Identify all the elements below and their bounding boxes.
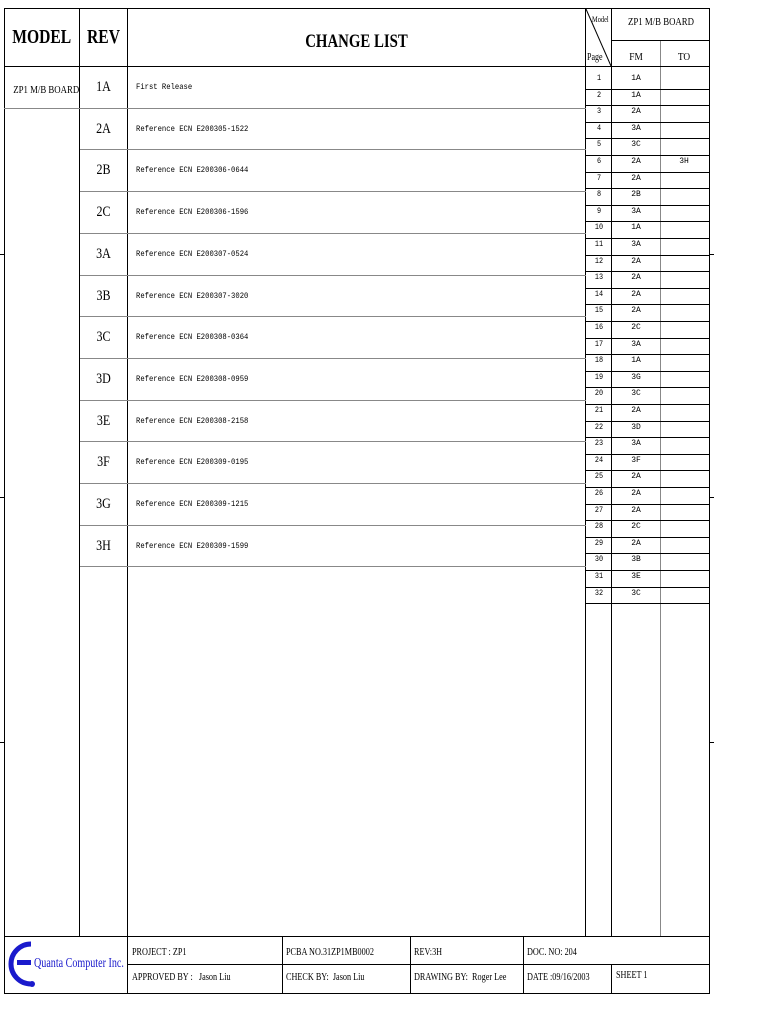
check-field [286, 972, 365, 983]
revision-row-line [80, 483, 586, 484]
page-number: 1 [596, 74, 602, 83]
page-row-line [586, 138, 710, 139]
page-number: 4 [596, 123, 602, 133]
col-divider-pages [585, 8, 586, 936]
from-revision: 2C [631, 323, 641, 332]
board-header-line [612, 40, 710, 41]
rev-field: REV:3H [414, 947, 443, 958]
model-value: ZP1 M/B BOARD [13, 84, 80, 96]
revision-code: 3A [96, 245, 111, 262]
from-revision: 1A [631, 356, 641, 366]
revision-description: Reference ECN E200309-1599 [136, 541, 249, 551]
page-row-line [586, 570, 710, 571]
page-row-line [586, 387, 710, 388]
check-label: CHECK BY: [286, 972, 329, 983]
model-corner-label: Model [592, 15, 609, 24]
page-row-line [586, 354, 710, 355]
from-revision: 2A [631, 489, 641, 498]
revision-code: 3D [96, 370, 111, 387]
check-name: Jason Liu [332, 972, 365, 983]
border-tick [710, 742, 714, 743]
from-revision: 2A [631, 256, 641, 266]
from-revision: 1A [631, 74, 641, 83]
page-row-line [586, 520, 710, 521]
revision-row-line [80, 233, 586, 234]
page-number: 14 [594, 289, 604, 299]
from-revision: 2A [631, 406, 641, 415]
page-number: 18 [594, 356, 604, 366]
footer-divider [611, 964, 612, 994]
page-number: 9 [596, 206, 602, 216]
page-number: 13 [594, 273, 604, 283]
page-number: 8 [596, 190, 602, 200]
from-revision: 3C [631, 389, 641, 399]
page-row-line [586, 271, 710, 272]
from-revision: 1A [631, 223, 641, 233]
page-number: 10 [594, 223, 604, 233]
page-number: 27 [594, 505, 604, 515]
revision-row-line [80, 191, 586, 192]
drawing-name: Roger Lee [472, 972, 507, 983]
drawing-label: DRAWING BY: [414, 972, 468, 983]
page-row-line [586, 437, 710, 438]
revision-code: 2C [96, 204, 111, 221]
revision-row-line [80, 275, 586, 276]
page-number: 11 [594, 240, 604, 249]
page-number: 29 [594, 538, 604, 548]
from-revision: 3A [631, 123, 641, 133]
page-number: 26 [594, 489, 604, 498]
page-row-line [586, 105, 710, 106]
from-revision: 3E [631, 572, 641, 581]
revision-code: 3E [96, 412, 111, 429]
from-revision: 3A [631, 206, 641, 216]
revision-row-line [80, 525, 586, 526]
revision-description: Reference ECN E200306-0644 [136, 166, 249, 176]
revision-row-line [80, 566, 586, 567]
approved-name: Jason Liu [198, 972, 231, 983]
from-revision: 3A [631, 339, 641, 349]
border-tick [710, 497, 714, 498]
from-revision: 2A [631, 107, 641, 117]
page-number: 20 [594, 389, 604, 399]
page-number: 30 [594, 555, 604, 565]
page-row-line [586, 221, 710, 222]
revision-description: First Release [136, 83, 193, 92]
page-row-line [586, 487, 710, 488]
approved-label: APPROVED BY : [132, 972, 193, 983]
from-revision: 3B [631, 555, 641, 565]
from-revision: 2A [631, 538, 641, 548]
page-number: 3 [596, 107, 602, 117]
page-number: 5 [596, 140, 602, 150]
from-revision: 3A [631, 240, 641, 249]
footer-divider [282, 936, 283, 994]
page-number: 12 [594, 256, 604, 266]
page-row-line [586, 188, 710, 189]
from-revision: 2A [631, 157, 641, 166]
from-revision: 3F [631, 455, 641, 465]
revision-description: Reference ECN E200308-0364 [136, 333, 249, 343]
doc-no-field: DOC. NO: 204 [527, 947, 577, 958]
from-revision: 3A [631, 439, 641, 449]
page-number: 15 [594, 306, 604, 316]
revision-description: Reference ECN E200305-1522 [136, 124, 249, 134]
page-number: 17 [594, 339, 604, 349]
revision-code: 1A [96, 79, 111, 95]
revision-description: Reference ECN E200309-0195 [136, 458, 249, 468]
revision-description: Reference ECN E200309-1215 [136, 500, 249, 509]
footer-mid-line [128, 964, 710, 965]
page-row-line [586, 238, 710, 239]
from-revision: 2A [631, 273, 641, 283]
page-row-line [586, 321, 710, 322]
footer-divider [127, 936, 128, 994]
quanta-logo-icon [5, 938, 37, 990]
page-row-line [586, 304, 710, 305]
revision-row-line [80, 400, 586, 401]
revision-code: 2A [96, 120, 111, 137]
footer-divider [410, 936, 411, 994]
border-tick [710, 254, 714, 255]
from-revision: 1A [631, 90, 641, 100]
rev-header: REV [87, 26, 120, 48]
page-number: 2 [596, 90, 602, 100]
page-title: CHANGE LIST [305, 31, 408, 52]
to-revision: 3H [679, 157, 689, 166]
page-row-line [586, 404, 710, 405]
revision-row-line [80, 441, 586, 442]
page-number: 23 [594, 439, 604, 449]
date-field: DATE :09/16/2003 [527, 972, 590, 983]
page-number: 25 [594, 472, 604, 482]
from-revision: 2A [631, 306, 641, 316]
revision-row-line [80, 316, 586, 317]
page-number: 6 [596, 157, 602, 166]
page-corner-label: Page [587, 52, 603, 63]
page-row-line [586, 603, 710, 604]
from-revision: 2A [631, 505, 641, 515]
sheet-field: SHEET 1 [616, 970, 648, 981]
footer-divider [523, 936, 524, 994]
revision-row-line [80, 149, 586, 150]
page-number: 7 [596, 173, 602, 183]
revision-code: 3F [97, 454, 110, 471]
page-number: 31 [594, 572, 604, 581]
revision-description: Reference ECN E200307-0524 [136, 249, 249, 259]
from-revision: 2B [631, 190, 641, 200]
page-number: 22 [594, 422, 604, 432]
revision-code: 3H [96, 537, 111, 554]
revision-code: 3G [96, 496, 111, 512]
from-revision: 2A [631, 173, 641, 183]
from-revision: 2C [631, 522, 641, 532]
revision-code: 3B [96, 287, 111, 304]
footer-top-line [4, 936, 710, 937]
border-tick [0, 497, 4, 498]
fm-header: FM [629, 51, 643, 63]
drawing-field [414, 972, 506, 983]
revision-description: Reference ECN E200308-0959 [136, 374, 249, 384]
pcba-field: PCBA NO.31ZP1MB0002 [286, 947, 374, 958]
company-name: Quanta Computer Inc. [34, 956, 124, 971]
page-row-line [586, 155, 710, 156]
from-revision: 2A [631, 289, 641, 299]
page-number: 28 [594, 522, 604, 532]
col-divider-rev [127, 8, 128, 936]
revision-description: Reference ECN E200306-1596 [136, 208, 249, 218]
approved-field [132, 972, 231, 983]
from-revision: 3D [631, 422, 641, 432]
board-name-header: ZP1 M/B BOARD [627, 16, 695, 28]
border-tick [0, 254, 4, 255]
from-revision: 2A [631, 472, 641, 482]
from-revision: 3C [631, 140, 641, 150]
to-header: TO [677, 51, 691, 63]
border-tick [0, 742, 4, 743]
model-header: MODEL [12, 26, 72, 48]
from-revision: 3G [631, 372, 641, 382]
revision-description: Reference ECN E200307-3020 [136, 291, 249, 301]
revision-row-line [80, 108, 586, 109]
page-number: 32 [594, 588, 604, 598]
page-row-line [586, 553, 710, 554]
page-row-line [586, 470, 710, 471]
from-revision: 3C [631, 588, 641, 598]
revision-row-line [80, 358, 586, 359]
project-field: PROJECT : ZP1 [132, 947, 187, 958]
page-number: 19 [594, 372, 604, 382]
page-number: 21 [594, 406, 604, 415]
revision-code: 3C [96, 329, 111, 346]
page-number: 16 [594, 323, 604, 332]
col-divider-model [79, 8, 80, 936]
revision-code: 2B [96, 162, 111, 179]
revision-description: Reference ECN E200308-2158 [136, 416, 249, 426]
col-divider-fm-to [660, 40, 661, 936]
page-number: 24 [594, 455, 604, 465]
